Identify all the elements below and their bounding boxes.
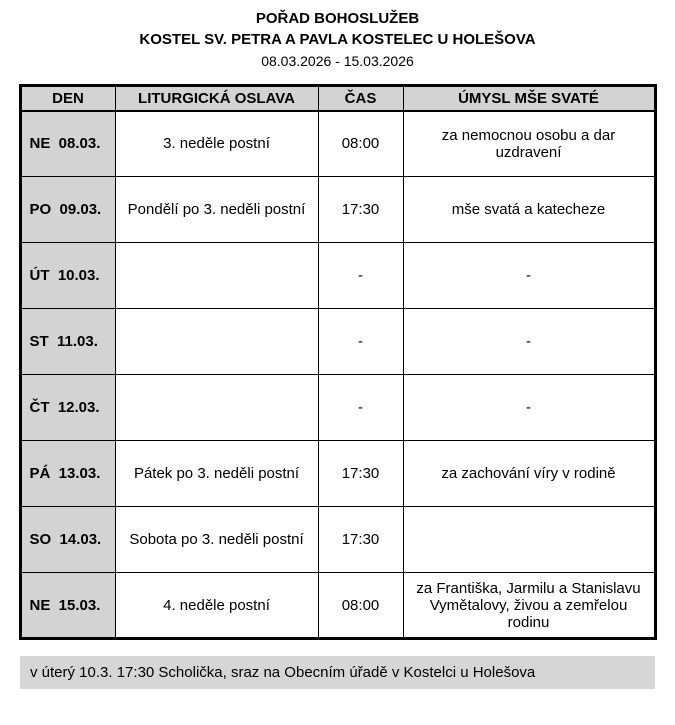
document-header bbox=[0, 8, 675, 72]
column-header-oslava: LITURGICKÁ OSLAVA bbox=[115, 85, 318, 111]
table-row bbox=[20, 507, 655, 573]
liturgy-cell: 3. neděle postní bbox=[115, 111, 318, 177]
column-header-den: DEN bbox=[20, 85, 115, 111]
intention-cell: za zachování víry v rodině bbox=[403, 441, 655, 507]
day-cell: ST 11.03. bbox=[20, 309, 115, 375]
day-cell: ČT 12.03. bbox=[20, 375, 115, 441]
day-cell: NE 15.03. bbox=[20, 573, 115, 639]
liturgy-cell: Sobota po 3. neděli postní bbox=[115, 507, 318, 573]
table-row bbox=[20, 573, 655, 639]
intention-cell: - bbox=[403, 309, 655, 375]
day-cell: PÁ 13.03. bbox=[20, 441, 115, 507]
liturgy-cell: 4. neděle postní bbox=[115, 573, 318, 639]
time-cell: 17:30 bbox=[318, 441, 403, 507]
day-cell: ÚT 10.03. bbox=[20, 243, 115, 309]
intention-cell: za nemocnou osobu a dar uzdravení bbox=[403, 111, 655, 177]
table-header bbox=[20, 85, 655, 111]
header-row bbox=[20, 85, 655, 111]
column-header-cas: ČAS bbox=[318, 85, 403, 111]
table-row bbox=[20, 177, 655, 243]
day-cell: SO 14.03. bbox=[20, 507, 115, 573]
intention-cell: mše svatá a katecheze bbox=[403, 177, 655, 243]
church-name: KOSTEL SV. PETRA A PAVLA KOSTELEC U HOLEŠOVA bbox=[139, 31, 536, 48]
page-title: POŘAD BOHOSLUŽEB bbox=[255, 10, 420, 27]
intention-cell bbox=[403, 507, 655, 573]
announcement-note: v úterý 10.3. 17:30 Scholička, sraz na Obecním úřadě v Kostelci u Holešova bbox=[20, 656, 655, 689]
day-cell: PO 09.03. bbox=[20, 177, 115, 243]
time-cell: 08:00 bbox=[318, 573, 403, 639]
liturgy-cell: Pondělí po 3. neděli postní bbox=[115, 177, 318, 243]
schedule-table bbox=[19, 84, 657, 641]
table-row bbox=[20, 375, 655, 441]
table-row bbox=[20, 243, 655, 309]
time-cell: 17:30 bbox=[318, 507, 403, 573]
column-header-umysl: ÚMYSL MŠE SVATÉ bbox=[403, 85, 655, 111]
time-cell: - bbox=[318, 375, 403, 441]
time-cell: - bbox=[318, 243, 403, 309]
liturgy-cell bbox=[115, 309, 318, 375]
time-cell: 17:30 bbox=[318, 177, 403, 243]
day-cell: NE 08.03. bbox=[20, 111, 115, 177]
time-cell: - bbox=[318, 309, 403, 375]
table-row bbox=[20, 309, 655, 375]
liturgy-cell bbox=[115, 375, 318, 441]
intention-cell: za Františka, Jarmilu a Stanislavu Vymětalovy, živou a zemřelou rodinu bbox=[403, 573, 655, 639]
intention-cell: - bbox=[403, 243, 655, 309]
table-body bbox=[20, 111, 655, 639]
table-row bbox=[20, 441, 655, 507]
intention-cell: - bbox=[403, 375, 655, 441]
table-row bbox=[20, 111, 655, 177]
liturgy-cell bbox=[115, 243, 318, 309]
time-cell: 08:00 bbox=[318, 111, 403, 177]
liturgy-cell: Pátek po 3. neděli postní bbox=[115, 441, 318, 507]
date-range: 08.03.2026 - 15.03.2026 bbox=[261, 53, 414, 69]
